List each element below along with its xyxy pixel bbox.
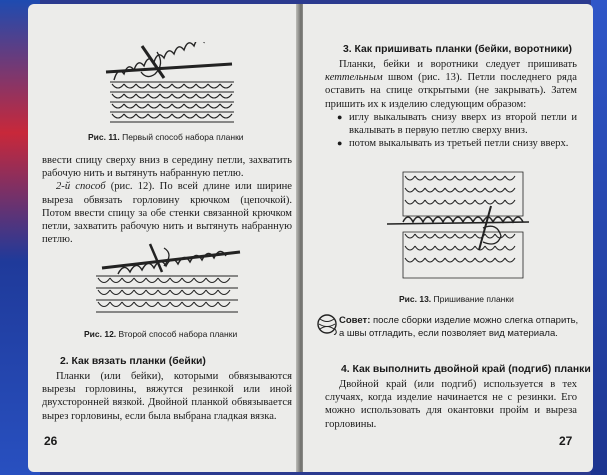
left-text-block-1 — [42, 154, 292, 246]
figure-13-caption — [399, 294, 514, 304]
figure-11-caption-text: Первый способ набора планки — [122, 132, 244, 142]
figure-12-caption — [84, 329, 237, 339]
figure-11-caption — [88, 132, 244, 142]
right-text-block-1 — [325, 58, 577, 150]
figure-13-label: Рис. 13. — [399, 294, 432, 304]
section-4-heading: 4. Как выполнить двойной край (подгиб) планки — [341, 364, 591, 375]
section-3-heading: 3. Как пришивать планки (бейки, воротники) — [343, 44, 572, 55]
method-2-text: (рис. 12). По всей длине или ширине выреза обвязать горловину крючком (цепочкой). Потом ввести спицу за обе стенки связанной крючком петли, захватить рабочую нить и вытянуть набранную петлю. — [42, 181, 292, 246]
right-paragraph-1 — [325, 58, 577, 111]
left-paragraph-1: ввести спицу сверху вниз в середину петли, захватить рабочую нить и вытянуть набранную петлю. — [42, 155, 292, 180]
para1-end: швом (рис. 13). Петли последнего ряда оставить на спице открытыми (не закрывать). Затем пришить их к изделию следующим образом: — [325, 72, 577, 110]
page-left — [28, 4, 300, 472]
yarn-ball-icon — [315, 313, 339, 335]
book-cover-edge-right — [591, 0, 607, 475]
para1-start: Планки, бейки и воротники следует пришивать — [339, 59, 577, 70]
figure-12-caption-text: Второй способ набора планки — [118, 329, 238, 339]
tip-block — [339, 314, 579, 340]
page-right — [303, 4, 593, 472]
page-number-right: 27 — [559, 434, 573, 448]
list-item: ● потом выкалывать из третьей петли снизу вверх. — [335, 137, 577, 150]
method-2-label: 2-й способ — [56, 181, 106, 193]
list-item: ● иглу выкалывать снизу вверх из второй петли и вкалывать в первую петлю сверху вниз. — [335, 111, 577, 137]
figure-13-knitting-illustration — [383, 166, 533, 284]
left-text-block-2 — [42, 370, 292, 423]
figure-12-label: Рис. 12. — [84, 329, 117, 339]
section-2-heading: 2. Как вязать планки (бейки) — [60, 356, 206, 367]
page-number-left: 26 — [44, 434, 58, 448]
instruction-list — [335, 111, 577, 151]
figure-11-label: Рис. 11. — [88, 132, 120, 142]
tip-text: после сборки изделие можно слегка отпарить, а швы отгладить, если позволяет вид материала. — [339, 315, 579, 339]
left-paragraph-2 — [42, 180, 292, 246]
right-paragraph-4: Двойной край (или подгиб) используется в тех случаях, когда изделие начинается не с резинки. Его можно использовать для окантовки пройм и выреза горловины. — [325, 379, 577, 430]
figure-13-caption-text: Пришивание планки — [433, 294, 514, 304]
figure-11-knitting-illustration — [102, 42, 252, 128]
para1-italic-term: кеттельным — [325, 72, 383, 84]
left-paragraph-3: Планки (или бейки), которыми обвязываются вырезы горловины, вяжутся резинкой или иной двухсторонней вязкой. Двойной планкой обвязывается вырез горловины, если была выбрана гладкая вязка. — [42, 371, 292, 422]
right-text-block-2 — [325, 378, 577, 431]
tip-label: Совет: — [339, 315, 371, 326]
figure-12-knitting-illustration — [88, 242, 248, 324]
